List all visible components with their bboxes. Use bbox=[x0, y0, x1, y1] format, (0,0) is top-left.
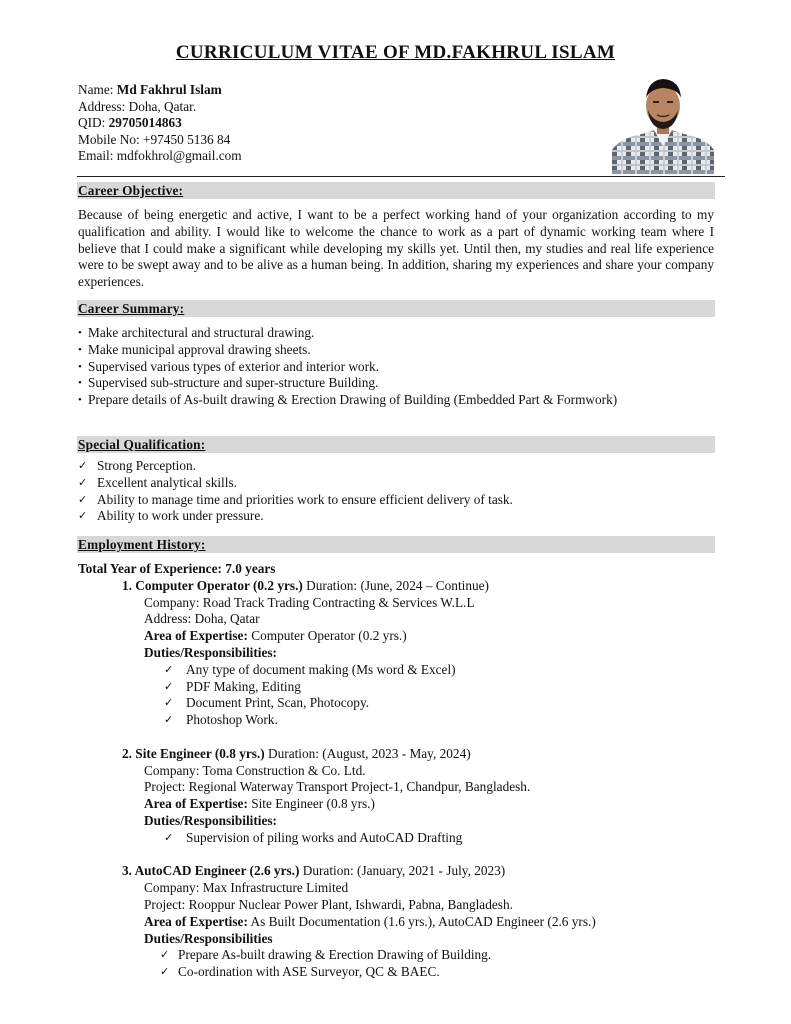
job-company: Company: Max Infrastructure Limited bbox=[144, 880, 349, 896]
check-icon: ✓ bbox=[160, 966, 170, 979]
job-duties-label: Duties/Responsibilities: bbox=[144, 644, 277, 660]
section-heading: Career Summary: bbox=[78, 301, 185, 316]
job-project: Project: Regional Waterway Transport Project-1, Chandpur, Bangladesh. bbox=[144, 779, 531, 795]
list-item: • Supervised various types of exterior and interior work. bbox=[78, 359, 714, 376]
check-icon: ✓ bbox=[164, 680, 174, 693]
contact-address: Address: Doha, Qatar. bbox=[78, 98, 197, 114]
list-item: • Make municipal approval drawing sheets. bbox=[78, 342, 714, 359]
job-project: Project: Rooppur Nuclear Power Plant, Ishwardi, Pabna, Bangladesh. bbox=[144, 896, 513, 912]
list-item: ✓ Excellent analytical skills. bbox=[78, 474, 237, 490]
duty-item: ✓ Any type of document making (Ms word & Excel) bbox=[164, 661, 456, 677]
duty-item: ✓ Photoshop Work. bbox=[164, 712, 278, 728]
total-experience: Total Year of Experience: 7.0 years bbox=[78, 561, 276, 576]
check-icon: ✓ bbox=[164, 714, 174, 727]
duty-item: ✓ Prepare As-built drawing & Erection Drawing of Building. bbox=[160, 947, 492, 963]
document-title: CURRICULUM VITAE OF MD.FAKHRUL ISLAM bbox=[175, 42, 616, 63]
job-heading: 3. AutoCAD Engineer (2.6 yrs.) Duration: (January, 2021 - July, 2023) bbox=[122, 863, 506, 879]
spacer bbox=[78, 847, 718, 864]
check-icon: ✓ bbox=[78, 510, 88, 523]
check-icon: ✓ bbox=[78, 493, 88, 506]
list-item: ✓ Strong Perception. bbox=[78, 458, 196, 473]
job-expertise: Area of Expertise: Site Engineer (0.8 yrs.) bbox=[144, 796, 375, 812]
job-address: Address: Doha, Qatar bbox=[144, 611, 260, 627]
contact-name bbox=[78, 82, 242, 99]
check-icon: ✓ bbox=[164, 697, 174, 710]
job-company: Company: Toma Construction & Co. Ltd. bbox=[144, 762, 366, 778]
section-career-objective bbox=[77, 182, 715, 199]
list-item: • Supervised sub-structure and super-structure Building. bbox=[78, 375, 714, 392]
list-item: • Make architectural and structural drawing. bbox=[78, 325, 714, 342]
duty-item: ✓ Document Print, Scan, Photocopy. bbox=[164, 695, 370, 711]
job-expertise: Area of Expertise: Computer Operator (0.2 yrs.) bbox=[144, 628, 407, 644]
list-item: ✓ Ability to work under pressure. bbox=[78, 508, 264, 524]
check-icon: ✓ bbox=[164, 831, 174, 844]
profile-photo bbox=[612, 72, 714, 174]
header-divider bbox=[77, 176, 725, 177]
spacer bbox=[78, 729, 718, 746]
check-icon: ✓ bbox=[78, 460, 88, 472]
career-summary-list bbox=[78, 325, 714, 409]
section-special-qualification bbox=[77, 436, 715, 453]
section-career-summary bbox=[77, 300, 715, 317]
name-label: Name: bbox=[78, 82, 117, 97]
job-heading: 2. Site Engineer (0.8 yrs.) Duration: (August, 2023 - May, 2024) bbox=[122, 745, 471, 761]
list-item: ✓ Ability to manage time and priorities work to ensure efficient delivery of task. bbox=[78, 491, 513, 507]
section-employment-history bbox=[77, 536, 715, 553]
job-company: Company: Road Track Trading Contracting & Services W.L.L bbox=[144, 594, 475, 610]
section-heading: Special Qualification: bbox=[78, 437, 206, 452]
qid-value: 29705014863 bbox=[108, 115, 182, 131]
section-heading: Career Objective: bbox=[78, 183, 184, 198]
name-value: Md Fakhrul Islam bbox=[116, 82, 222, 97]
duty-item: ✓ PDF Making, Editing bbox=[164, 678, 301, 694]
contact-block bbox=[78, 82, 242, 165]
job-expertise: Area of Expertise: As Built Documentation (1.6 yrs.), AutoCAD Engineer (2.6 yrs.) bbox=[144, 913, 596, 929]
duty-item: ✓ Supervision of piling works and AutoCAD Drafting bbox=[164, 829, 463, 845]
career-objective-text: Because of being energetic and active, I want to be a perfect working hand of your organization according to my qualification and ability. I would like to welcome the chance to work as a part of dynamic working team where I believe that I could make a significant while developing my skills yet. Until then, my studies and real life experience were to be swept away and to be alive as a human being. In addition, sharing my experiences and share your company experiences. bbox=[78, 207, 714, 290]
qid-label: QID: bbox=[78, 115, 109, 131]
job-duties-label: Duties/Responsibilities bbox=[144, 930, 273, 946]
check-icon: ✓ bbox=[160, 949, 170, 962]
contact-mobile: Mobile No: +97450 5136 84 bbox=[78, 131, 231, 147]
employment-history bbox=[78, 561, 718, 981]
contact-qid bbox=[78, 115, 242, 132]
section-heading: Employment History: bbox=[78, 537, 206, 552]
job-heading: 1. Computer Operator (0.2 yrs.) Duration: (June, 2024 – Continue) bbox=[122, 577, 489, 593]
duty-item: ✓ Co-ordination with ASE Surveyor, QC & BAEC. bbox=[160, 964, 440, 980]
special-qualification-list bbox=[78, 458, 714, 525]
check-icon: ✓ bbox=[164, 663, 174, 676]
list-item: • Prepare details of As-built drawing & Erection Drawing of Building (Embedded Part & Formwork) bbox=[78, 392, 714, 409]
job-duties-label: Duties/Responsibilities: bbox=[144, 812, 277, 828]
check-icon: ✓ bbox=[78, 476, 88, 489]
contact-email: Email: mdfokhrol@gmail.com bbox=[78, 148, 242, 164]
